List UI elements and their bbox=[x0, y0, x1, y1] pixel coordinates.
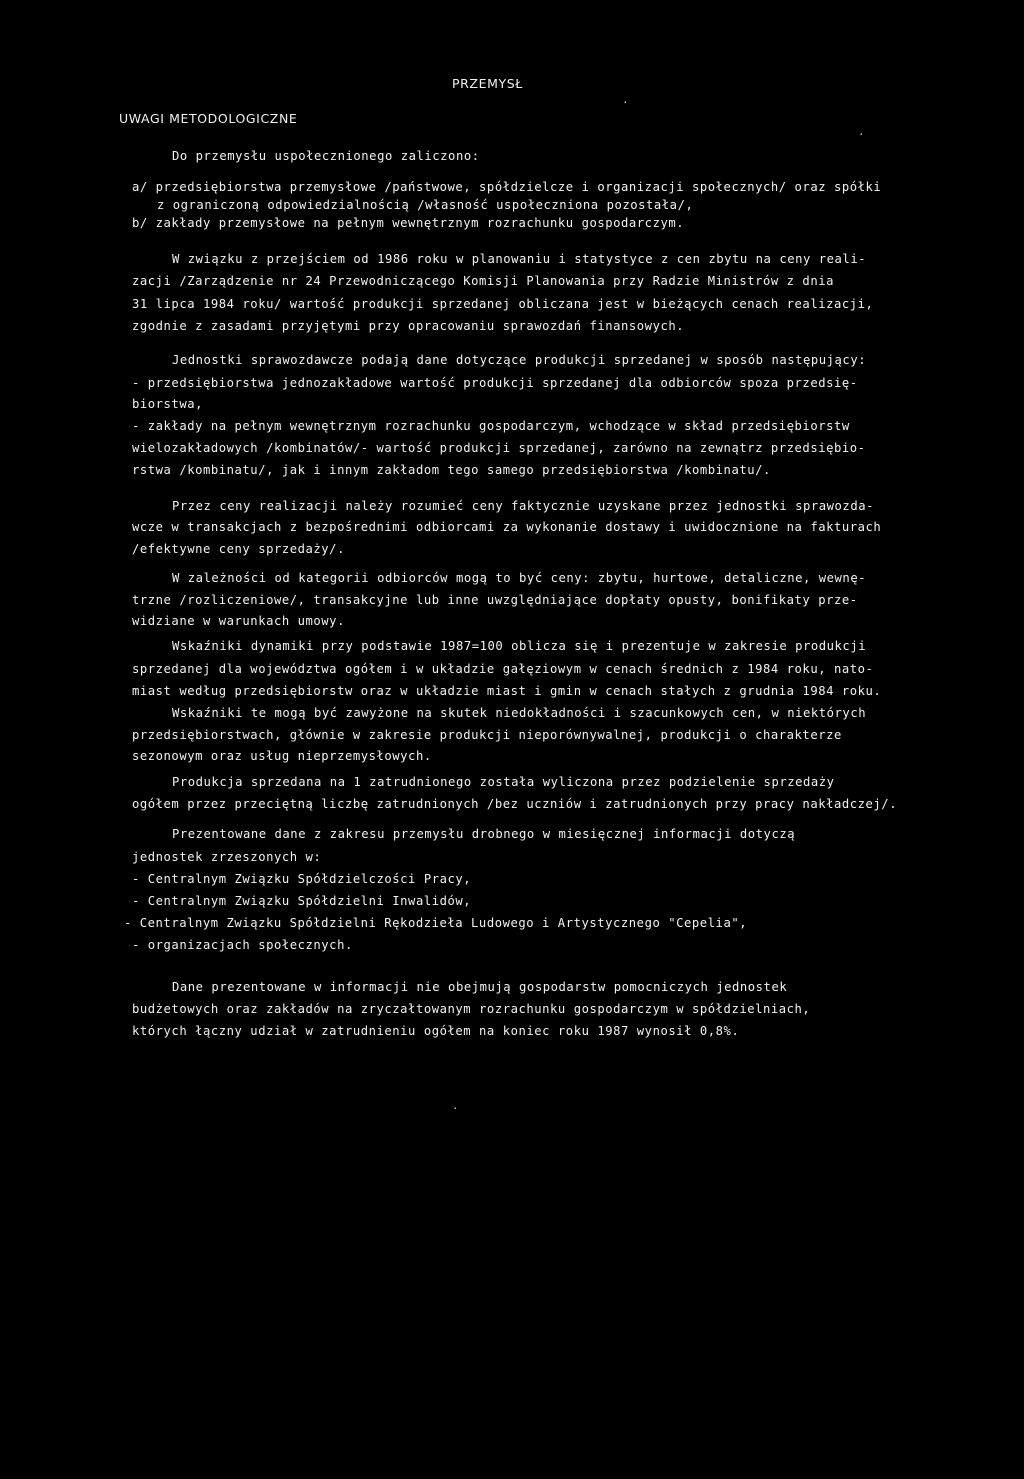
scan-speck: · bbox=[858, 128, 865, 141]
text-line: b/ zakłady przemysłowe na pełnym wewnętrznym rozrachunku gospodarczym. bbox=[132, 216, 685, 230]
text-line: Do przemysłu uspołecznionego zaliczono: bbox=[172, 149, 480, 163]
text-line: przedsiębiorstwach, głównie w zakresie produkcji nieporównywalnej, produkcji o charakterze bbox=[132, 728, 842, 742]
text-line: z ograniczoną odpowiedzialnością /własność uspołeczniona pozostała/, bbox=[157, 198, 694, 212]
list-item: - organizacjach społecznych. bbox=[132, 938, 353, 952]
text-line: a/ przedsiębiorstwa przemysłowe /państwowe, spółdzielcze i organizacji społecznych/ oraz spółki bbox=[132, 180, 882, 194]
text-line: - zakłady na pełnym wewnętrznym rozrachunku gospodarczym, wchodzące w skład przedsiębiorstw bbox=[132, 419, 850, 433]
text-line: wcze w transakcjach z bezpośrednimi odbiorcami za wykonanie dostawy i uwidocznione na fakturach bbox=[132, 520, 882, 534]
text-line: W związku z przejściem od 1986 roku w planowaniu i statystyce z cen zbytu na ceny reali- bbox=[172, 252, 867, 266]
text-line: wielozakładowych /kombinatów/- wartość produkcji sprzedanej, zarówno na zewnątrz przedsiębio- bbox=[132, 441, 866, 455]
text-line: ogółem przez przeciętną liczbę zatrudnionych /bez uczniów i zatrudnionych przy pracy nakładczej/. bbox=[132, 797, 898, 811]
text-line: Jednostki sprawozdawcze podają dane dotyczące produkcji sprzedanej w sposób następujący: bbox=[172, 353, 867, 367]
text-line: sezonowym oraz usług nieprzemysłowych. bbox=[132, 749, 432, 763]
scan-speck: · bbox=[452, 1102, 459, 1115]
list-item: - Centralnym Związku Spółdzielni Rękodzieła Ludowego i Artystycznego "Cepelia", bbox=[124, 916, 748, 930]
text-line: Przez ceny realizacji należy rozumieć ceny faktycznie uzyskane przez jednostki sprawozda- bbox=[172, 499, 874, 513]
text-line: których łączny udział w zatrudnieniu ogółem na koniec roku 1987 wynosił 0,8%. bbox=[132, 1024, 740, 1038]
page-title: PRZEMYSŁ bbox=[452, 76, 523, 91]
text-line: /efektywne ceny sprzedaży/. bbox=[132, 542, 345, 556]
text-line: Prezentowane dane z zakresu przemysłu drobnego w miesięcznej informacji dotyczą bbox=[172, 827, 796, 841]
scan-speck: · bbox=[622, 96, 629, 109]
text-line: trzne /rozliczeniowe/, transakcyjne lub inne uwzględniające dopłaty opusty, bonifikaty prze- bbox=[132, 593, 858, 607]
list-item: - Centralnym Związku Spółdzielni Inwalidów, bbox=[132, 894, 472, 908]
text-line: miast według przedsiębiorstw oraz w układzie miast i gmin w cenach stałych z grudnia 1984 roku. bbox=[132, 684, 882, 698]
section-heading: UWAGI METODOLOGICZNE bbox=[119, 111, 298, 126]
text-line: budżetowych oraz zakładów na zryczałtowanym rozrachunku gospodarczym w spółdzielniach, bbox=[132, 1002, 811, 1016]
text-line: biorstwa, bbox=[132, 397, 203, 411]
text-line: zgodnie z zasadami przyjętymi przy opracowaniu sprawozdań finansowych. bbox=[132, 319, 685, 333]
text-line: W zależności od kategorii odbiorców mogą to być ceny: zbytu, hurtowe, detaliczne, wewnę- bbox=[172, 571, 867, 585]
text-line: widziane w warunkach umowy. bbox=[132, 614, 345, 628]
text-line: Wskaźniki te mogą być zawyżone na skutek niedokładności i szacunkowych cen, w niektórych bbox=[172, 706, 867, 720]
text-line: Produkcja sprzedana na 1 zatrudnionego została wyliczona przez podzielenie sprzedaży bbox=[172, 775, 835, 789]
text-line: rstwa /kombinatu/, jak i innym zakładom tego samego przedsiębiorstwa /kombinatu/. bbox=[132, 463, 771, 477]
text-line: sprzedanej dla województwa ogółem i w układzie gałęziowym w cenach średnich z 1984 roku, nato- bbox=[132, 662, 874, 676]
text-line: Wskaźniki dynamiki przy podstawie 1987=100 oblicza się i prezentuje w zakresie produkcji bbox=[172, 639, 867, 653]
text-line: jednostek zrzeszonych w: bbox=[132, 850, 322, 864]
list-item: - Centralnym Związku Spółdzielczości Pracy, bbox=[132, 872, 472, 886]
text-line: 31 lipca 1984 roku/ wartość produkcji sprzedanej obliczana jest w bieżących cenach realizacji, bbox=[132, 297, 874, 311]
text-line: - przedsiębiorstwa jednozakładowe wartość produkcji sprzedanej dla odbiorców spoza przedsię- bbox=[132, 376, 858, 390]
text-line: Dane prezentowane w informacji nie obejmują gospodarstw pomocniczych jednostek bbox=[172, 980, 788, 994]
text-line: zacji /Zarządzenie nr 24 Przewodniczącego Komisji Planowania przy Radzie Ministrów z dnia bbox=[132, 274, 834, 288]
